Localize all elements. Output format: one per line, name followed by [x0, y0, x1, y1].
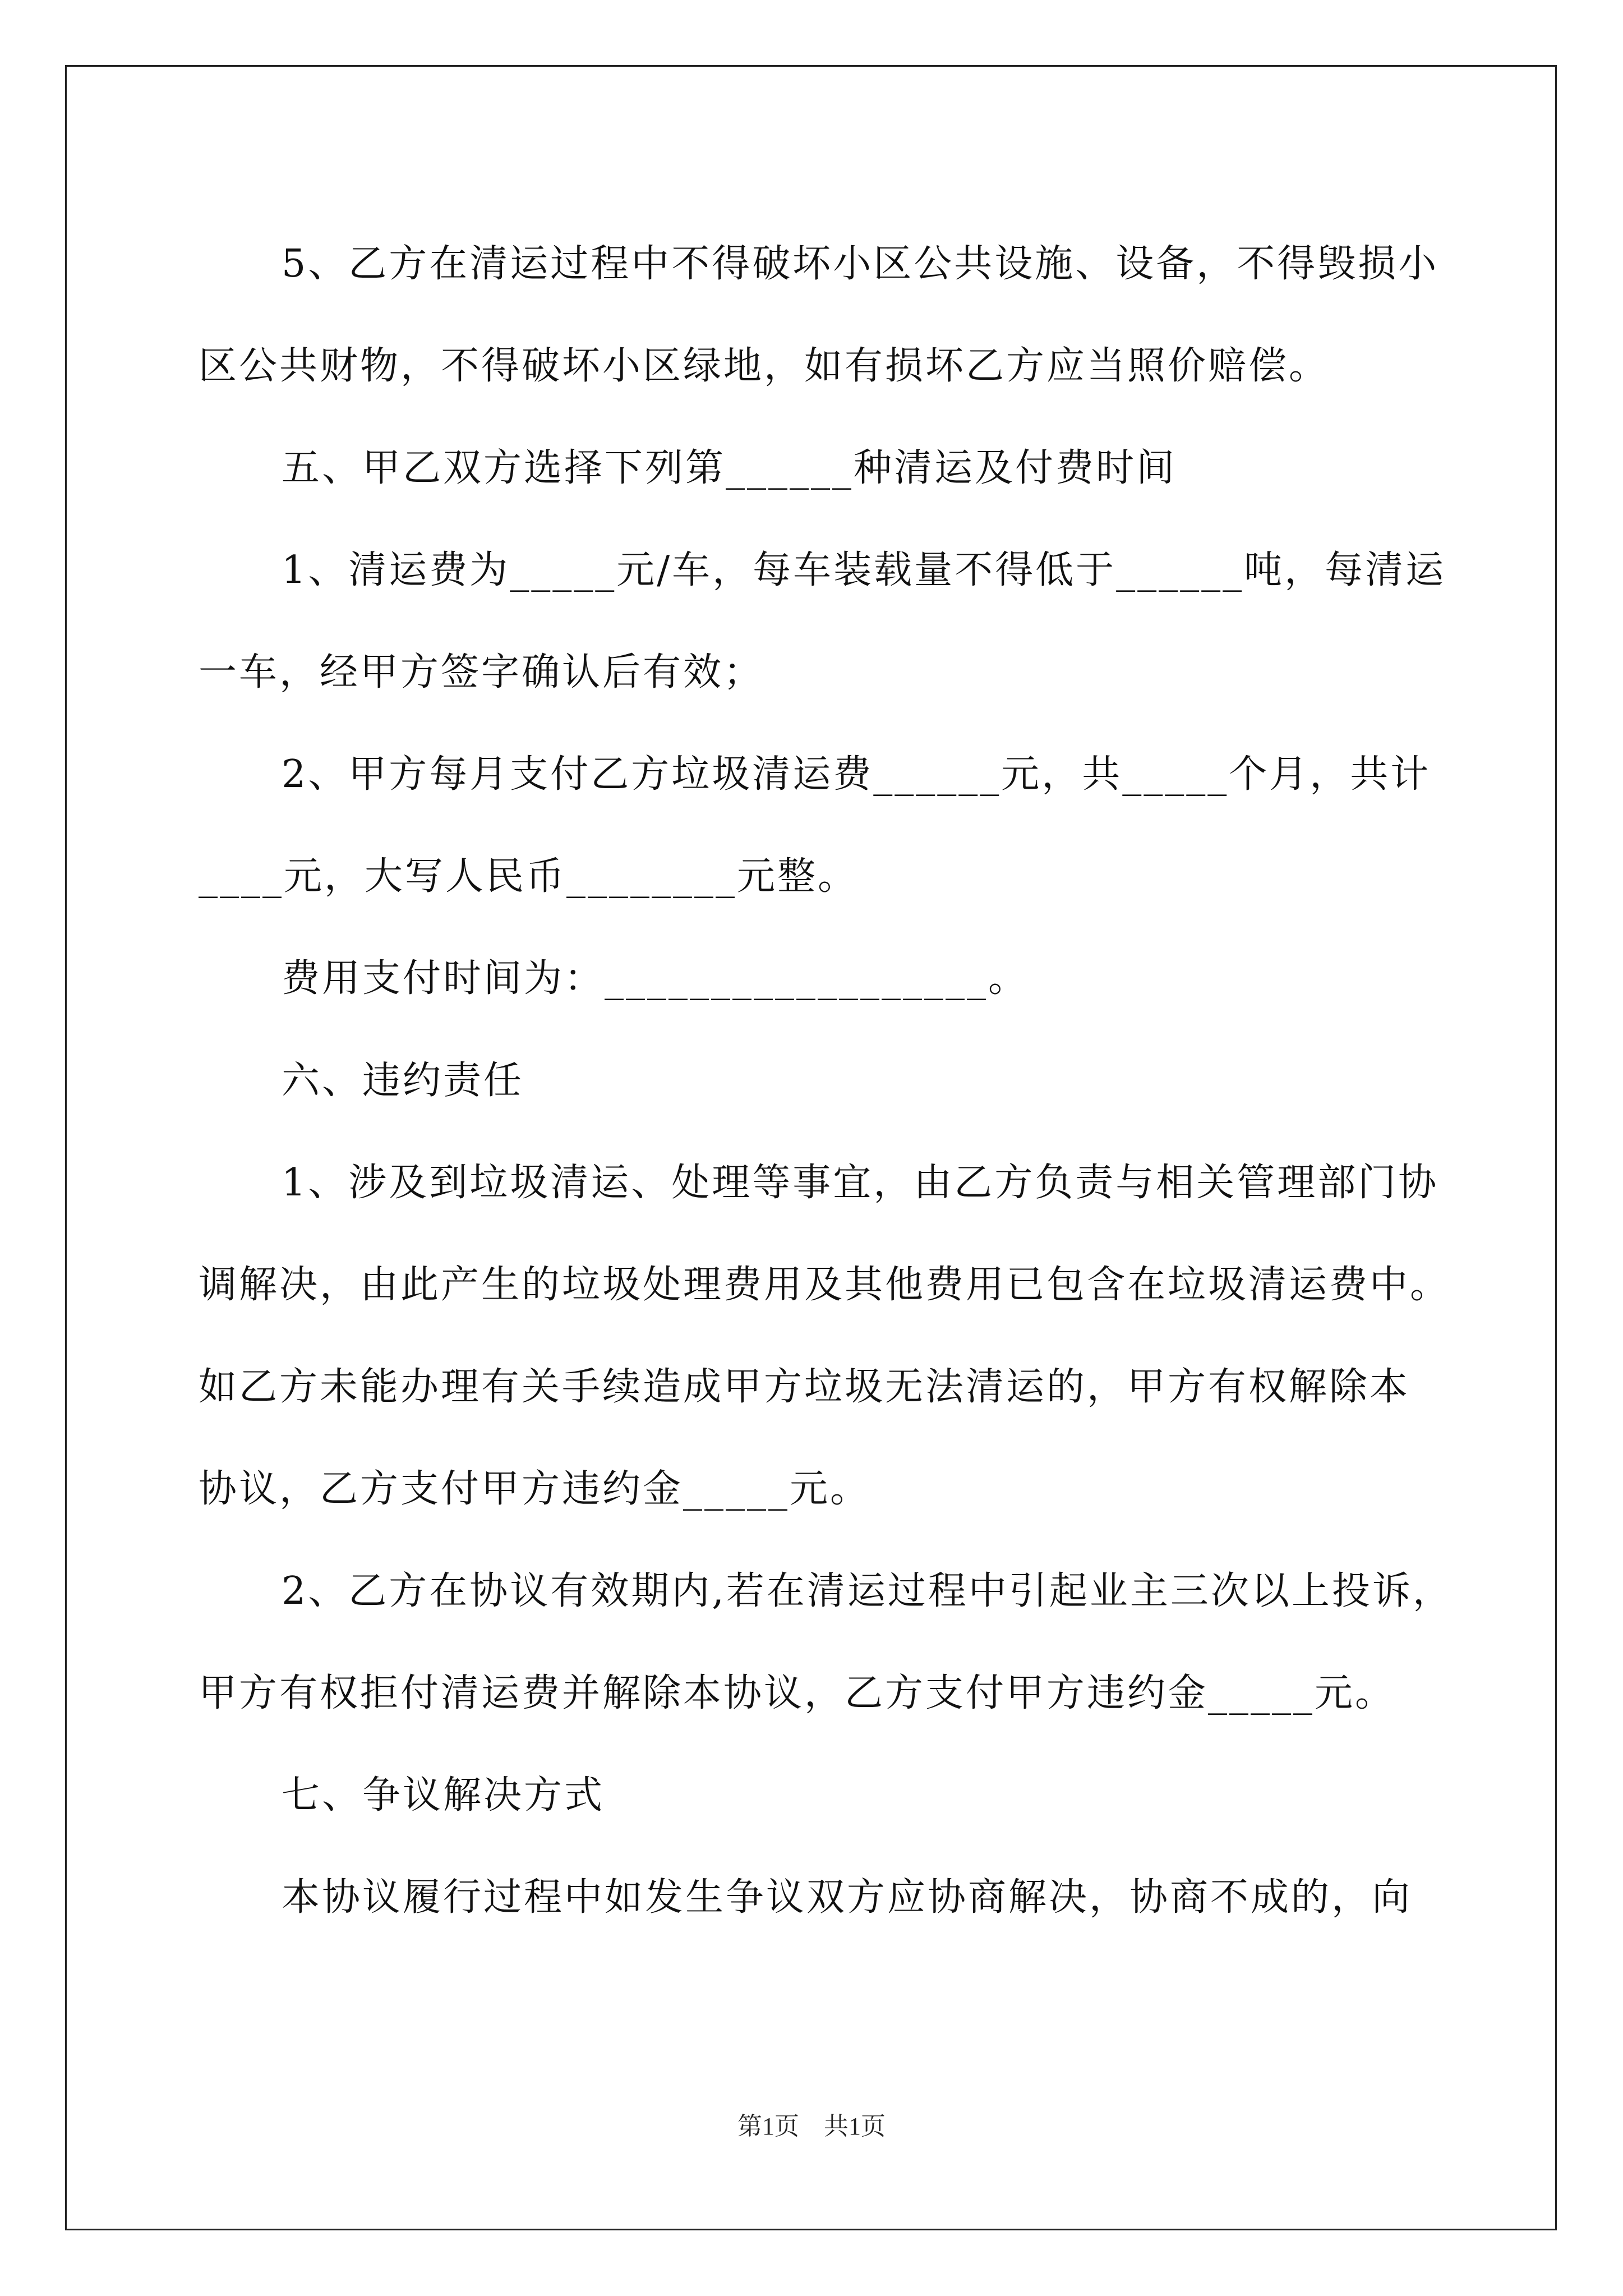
liability-2-line-2: 甲方有权拒付清运费并解除本协议，乙方支付甲方违约金_____元。 [199, 1671, 1396, 1715]
document-body [199, 213, 1453, 1949]
fee-option-1-line-2: 一车，经甲方签字确认后有效； [199, 650, 764, 694]
liability-1-line-1: 1、涉及到垃圾清运、处理等事宜，由乙方负责与相关管理部门协 [282, 1161, 1439, 1205]
fee-option-2-line-1: 2、甲方每月支付乙方垃圾清运费______元，共_____个月，共计 [282, 752, 1431, 797]
section-5-heading: 五、甲乙双方选择下列第______种清运及付费时间 [282, 446, 1177, 490]
fee-option-2-line-2: ____元，大写人民币________元整。 [199, 854, 859, 899]
liability-1-line-3: 如乙方未能办理有关手续造成甲方垃圾无法清运的，甲方有权解除本 [199, 1365, 1410, 1409]
payment-time-line: 费用支付时间为：__________________。 [282, 956, 1029, 1001]
section-6-heading: 六、违约责任 [282, 1059, 524, 1103]
clause-5-line-2: 区公共财物，不得破坏小区绿地，如有损坏乙方应当照价赔偿。 [199, 344, 1330, 388]
fee-option-1-line-1: 1、清运费为_____元/车，每车装载量不得低于______吨，每清运 [282, 548, 1446, 592]
dispute-line-1: 本协议履行过程中如发生争议双方应协商解决，协商不成的，向 [282, 1875, 1413, 1920]
liability-1-line-4: 协议，乙方支付甲方违约金_____元。 [199, 1467, 871, 1511]
liability-2-line-1: 2、乙方在协议有效期内,若在清运过程中引起业主三次以上投诉， [282, 1569, 1453, 1613]
clause-5-line-1: 5、乙方在清运过程中不得破坏小区公共设施、设备，不得毁损小 [282, 242, 1439, 286]
liability-1-line-2: 调解决，由此产生的垃圾处理费用及其他费用已包含在垃圾清运费中。 [199, 1263, 1451, 1307]
page-footer: 第1页 共1页 [737, 2113, 886, 2140]
section-7-heading: 七、争议解决方式 [282, 1773, 605, 1818]
